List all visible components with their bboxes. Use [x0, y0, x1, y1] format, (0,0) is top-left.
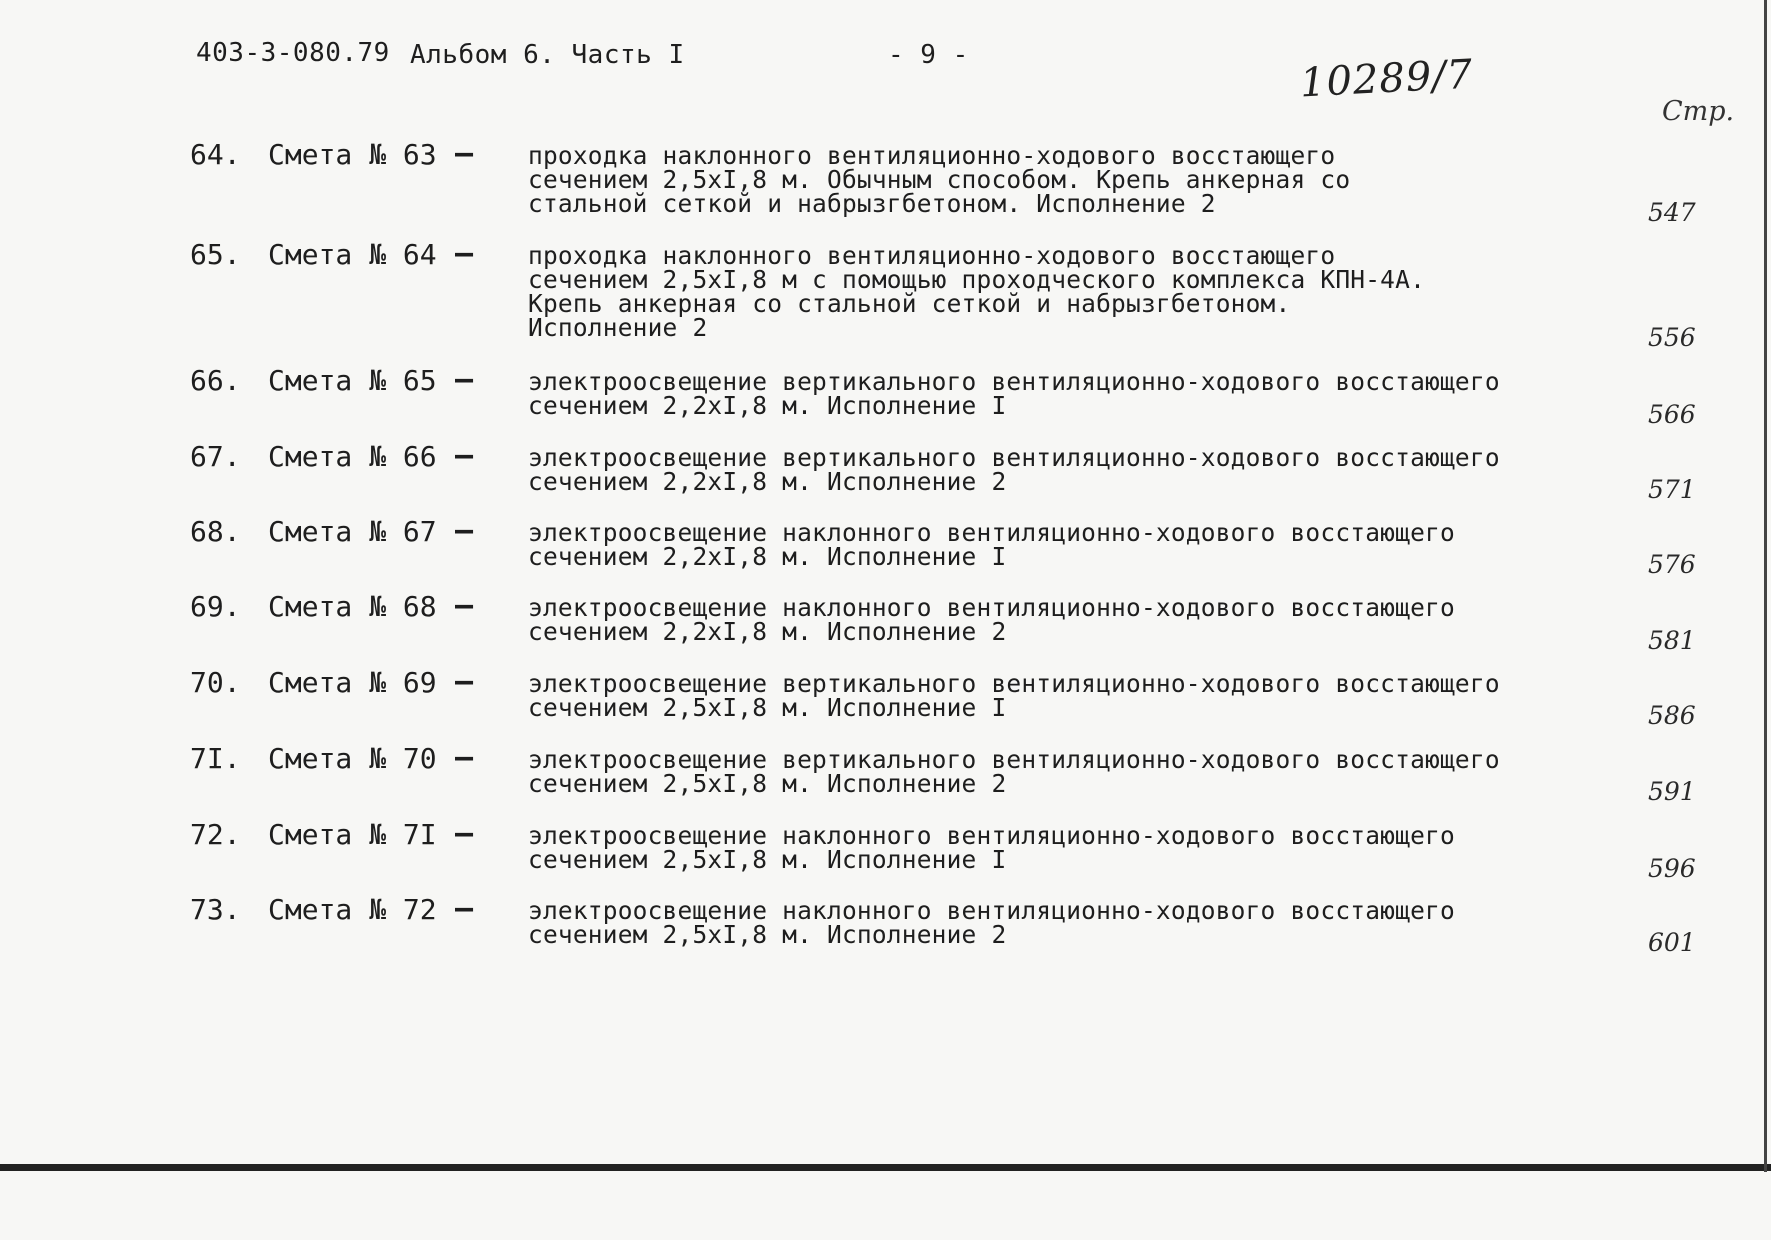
entry-page: 571 — [1648, 475, 1696, 504]
entry-description: электроосвещение вертикального вентиляционно-ходового восстающего сечением 2,2хI,8 м. Исполнение 2 — [528, 443, 1500, 496]
entry-page: 547 — [1648, 198, 1696, 227]
entry-page: 596 — [1648, 854, 1696, 883]
entry-dash: – — [455, 513, 474, 548]
entry-number: 67. — [190, 440, 241, 473]
estimate-label: Смета № 7I — [268, 818, 437, 851]
entry-page: 586 — [1648, 701, 1696, 730]
entry-description: электроосвещение наклонного вентиляционно-ходового восстающего сечением 2,5хI,8 м. Исполнение 2 — [528, 896, 1455, 949]
estimate-label: Смета № 67 — [268, 515, 437, 548]
right-border-line — [1764, 0, 1767, 1172]
entry-dash: – — [455, 740, 474, 775]
entry-number: 69. — [190, 590, 241, 623]
estimate-label: Смета № 68 — [268, 590, 437, 623]
entry-description: электроосвещение вертикального вентиляционно-ходового восстающего сечением 2,5хI,8 м. Исполнение I — [528, 669, 1500, 722]
entry-dash: – — [455, 136, 474, 171]
entry-number: 72. — [190, 818, 241, 851]
entry-number: 66. — [190, 364, 241, 397]
estimate-label: Смета № 64 — [268, 238, 437, 271]
page-number: - 9 - — [888, 40, 969, 70]
entry-dash: – — [455, 362, 474, 397]
estimate-label: Смета № 66 — [268, 440, 437, 473]
page-column-label: Стр. — [1662, 96, 1735, 127]
entry-dash: – — [455, 438, 474, 473]
doc-code: 403-3-080.79 — [196, 38, 390, 68]
entry-number: 64. — [190, 138, 241, 171]
entry-page: 556 — [1648, 323, 1696, 352]
estimate-label: Смета № 69 — [268, 666, 437, 699]
entry-number: 68. — [190, 515, 241, 548]
album-title: Альбом 6. Часть I — [410, 40, 685, 70]
entry-number: 73. — [190, 893, 241, 926]
entry-dash: – — [455, 236, 474, 271]
entry-number: 7I. — [190, 742, 241, 775]
entry-description: электроосвещение наклонного вентиляционно-ходового восстающего сечением 2,5хI,8 м. Исполнение I — [528, 821, 1455, 874]
estimate-label: Смета № 63 — [268, 138, 437, 171]
entry-description: электроосвещение вертикального вентиляционно-ходового восстающего сечением 2,5хI,8 м. Исполнение 2 — [528, 745, 1500, 798]
entry-description: электроосвещение вертикального вентиляционно-ходового восстающего сечением 2,2хI,8 м. Исполнение I — [528, 367, 1500, 420]
entry-number: 70. — [190, 666, 241, 699]
entry-dash: – — [455, 816, 474, 851]
entry-number: 65. — [190, 238, 241, 271]
entry-dash: – — [455, 891, 474, 926]
entry-dash: – — [455, 588, 474, 623]
handwritten-number: 10289/7 — [1298, 51, 1475, 107]
entry-page: 601 — [1648, 928, 1696, 957]
entry-description: проходка наклонного вентиляционно-ходового восстающего сечением 2,5хI,8 м с помощью проходческого комплекса КПН-4А. Крепь анкерная со стальной сеткой и набрызгбетоном. Исполнение 2 — [528, 241, 1426, 342]
estimate-label: Смета № 72 — [268, 893, 437, 926]
bottom-border-line — [0, 1164, 1771, 1171]
entry-dash: – — [455, 664, 474, 699]
entry-description: проходка наклонного вентиляционно-ходового восстающего сечением 2,5хI,8 м. Обычным способом. Крепь анкерная со стальной сеткой и набрызгбетоном. Исполнение 2 — [528, 141, 1351, 218]
entry-page: 566 — [1648, 400, 1696, 429]
entry-description: электроосвещение наклонного вентиляционно-ходового восстающего сечением 2,2хI,8 м. Исполнение I — [528, 518, 1455, 571]
entry-page: 581 — [1648, 626, 1696, 655]
estimate-label: Смета № 70 — [268, 742, 437, 775]
estimate-label: Смета № 65 — [268, 364, 437, 397]
entry-page: 591 — [1648, 777, 1696, 806]
entry-page: 576 — [1648, 550, 1696, 579]
entry-description: электроосвещение наклонного вентиляционно-ходового восстающего сечением 2,2хI,8 м. Исполнение 2 — [528, 593, 1455, 646]
